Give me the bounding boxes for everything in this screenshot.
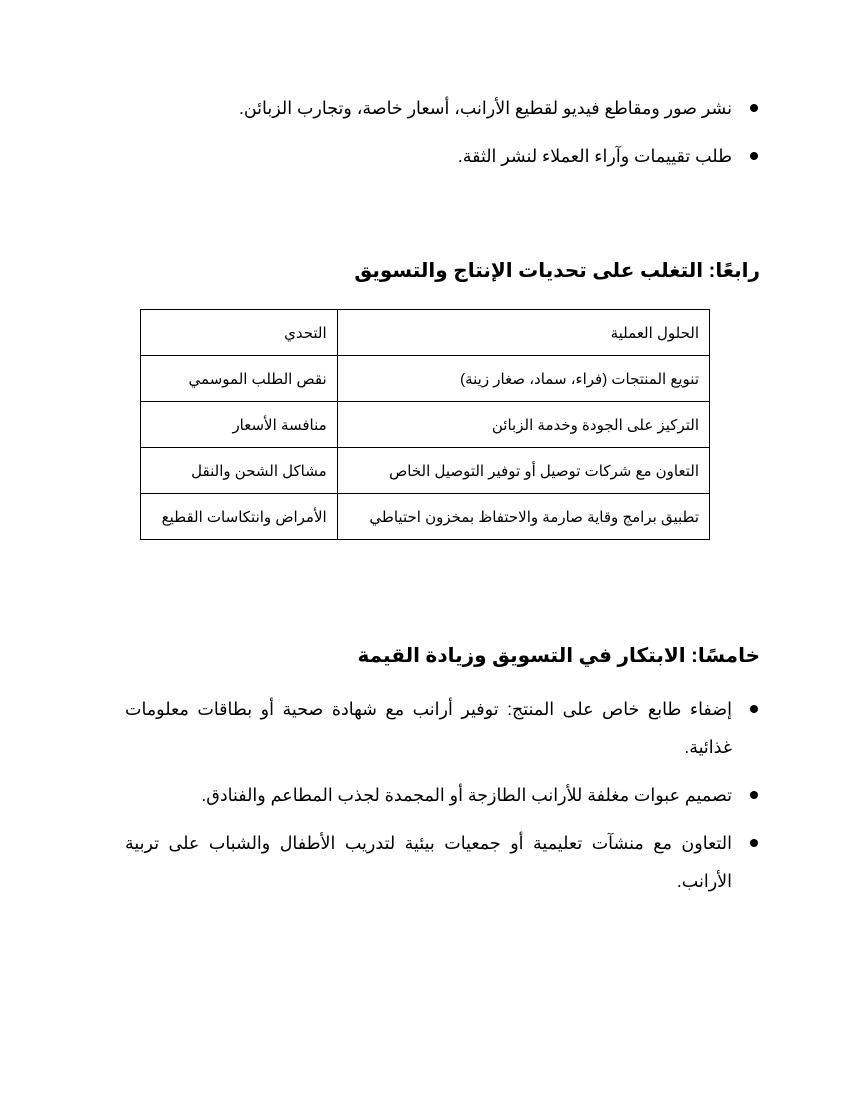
table-cell-challenge: مشاكل الشحن والنقل [141,448,338,494]
section-heading-5: خامسًا: الابتكار في التسويق وزيادة القيمة [357,645,760,667]
table-cell-challenge: الأمراض وانتكاسات القطيع [141,494,338,540]
list-item-text: التعاون مع منشآت تعليمية أو جمعيات بيئية لتدريب الأطفال والشباب على تربية الأرانب. [125,833,732,891]
table-cell-solution: التركيز على الجودة وخدمة الزبائن [337,402,709,448]
header-challenge: التحدي [141,310,338,356]
list-item [125,89,760,127]
list-item [125,137,760,175]
bullet-list-bottom [125,690,760,910]
section-heading-4: رابعًا: التغلب على تحديات الإنتاج والتسويق [354,260,760,282]
table-cell-challenge: نقص الطلب الموسمي [141,356,338,402]
list-item [125,824,760,900]
list-item-text: إضفاء طابع خاص على المنتج: توفير أرانب مع شهادة صحية أو بطاقات معلومات غذائية. [125,699,732,757]
table-header-row [141,310,710,356]
list-item-text: تصميم عبوات مغلفة للأرانب الطازجة أو المجمدة لجذب المطاعم والفنادق. [201,785,732,805]
table-row [141,494,710,540]
table-cell-solution: التعاون مع شركات توصيل أو توفير التوصيل الخاص [337,448,709,494]
table-row [141,402,710,448]
list-item-text: نشر صور ومقاطع فيديو لقطيع الأرانب، أسعار خاصة، وتجارب الزبائن. [238,98,732,118]
bullet-list-top [125,89,760,185]
table-cell-challenge: منافسة الأسعار [141,402,338,448]
header-solutions: الحلول العملية [337,310,709,356]
table-row [141,356,710,402]
list-item [125,776,760,814]
list-item [125,690,760,766]
bullet-icon [750,152,758,160]
list-item-text: طلب تقييمات وآراء العملاء لنشر الثقة. [457,146,732,166]
table-row [141,448,710,494]
bullet-icon [750,705,758,713]
bullet-icon [750,839,758,847]
table-cell-solution: تطبيق برامج وقاية صارمة والاحتفاظ بمخزون احتياطي [337,494,709,540]
bullet-icon [750,791,758,799]
table-cell-solution: تنويع المنتجات (فراء، سماد، صغار زينة) [337,356,709,402]
challenges-table [140,309,710,540]
bullet-icon [750,104,758,112]
